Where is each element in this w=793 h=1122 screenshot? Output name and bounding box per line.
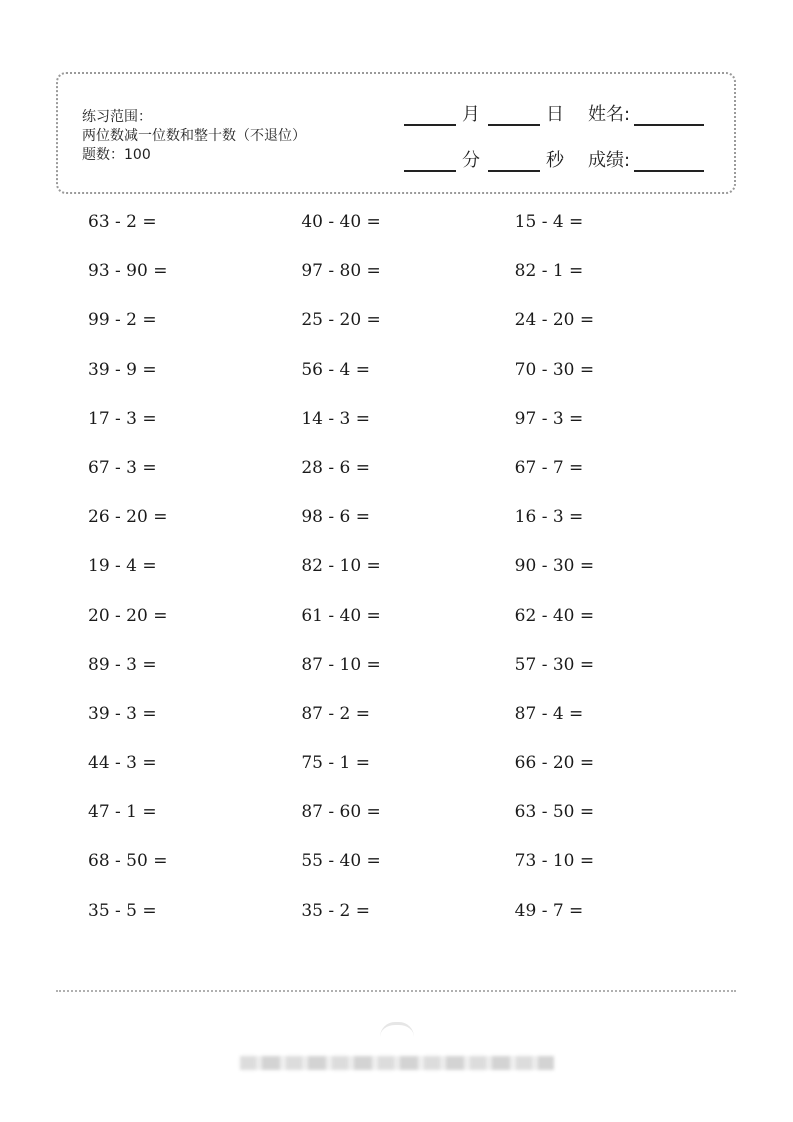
problem-row	[88, 604, 728, 653]
problem-row	[88, 751, 728, 800]
math-problem: 73 - 10 =	[514, 851, 595, 872]
problem-row	[88, 849, 728, 898]
month-blank[interactable]	[404, 104, 456, 126]
math-problem: 35 - 5 =	[88, 900, 157, 921]
math-problem: 87 - 4 =	[514, 703, 584, 724]
math-problem: 63 - 50 =	[514, 802, 595, 823]
math-problem: 97 - 3 =	[514, 408, 584, 429]
worksheet-header	[56, 72, 736, 194]
problem-grid	[88, 210, 728, 948]
problem-row	[88, 653, 728, 702]
math-problem: 82 - 1 =	[514, 261, 584, 282]
problem-row	[88, 259, 728, 308]
math-problem: 66 - 20 =	[514, 753, 595, 774]
math-problem: 57 - 30 =	[514, 654, 595, 675]
math-problem: 67 - 7 =	[514, 457, 584, 478]
math-problem: 49 - 7 =	[514, 900, 584, 921]
bottom-divider	[56, 990, 736, 992]
score-blank[interactable]	[634, 150, 704, 172]
practice-range-label: 练习范围：	[82, 109, 152, 125]
math-problem: 20 - 20 =	[88, 605, 168, 626]
math-problem: 87 - 60 =	[301, 802, 381, 823]
math-problem: 44 - 3 =	[88, 753, 157, 774]
blurred-footer-text	[240, 1056, 554, 1070]
math-problem: 55 - 40 =	[301, 851, 381, 872]
problem-row	[88, 554, 728, 603]
math-problem: 93 - 90 =	[88, 261, 168, 282]
practice-info	[82, 108, 306, 165]
math-problem: 82 - 10 =	[301, 556, 381, 577]
problem-row	[88, 899, 728, 948]
blurred-logo	[380, 1022, 414, 1037]
date-name-row	[404, 96, 724, 126]
second-blank[interactable]	[488, 150, 540, 172]
name-label: 姓名:	[588, 104, 631, 125]
math-problem: 39 - 9 =	[88, 359, 157, 380]
score-label: 成绩:	[588, 150, 631, 171]
second-label: 秒	[546, 150, 564, 171]
question-count: 题数：100	[82, 147, 151, 163]
problem-row	[88, 702, 728, 751]
math-problem: 75 - 1 =	[301, 753, 370, 774]
math-problem: 68 - 50 =	[88, 851, 168, 872]
math-problem: 99 - 2 =	[88, 310, 157, 331]
math-problem: 61 - 40 =	[301, 605, 381, 626]
practice-range-value: 两位数减一位数和整十数（不退位）	[82, 128, 306, 144]
math-problem: 25 - 20 =	[301, 310, 381, 331]
day-blank[interactable]	[488, 104, 540, 126]
problem-row	[88, 800, 728, 849]
math-problem: 67 - 3 =	[88, 457, 157, 478]
student-fields	[404, 96, 724, 188]
minute-blank[interactable]	[404, 150, 456, 172]
math-problem: 87 - 10 =	[301, 654, 381, 675]
problem-row	[88, 358, 728, 407]
month-label: 月	[462, 104, 480, 125]
math-problem: 35 - 2 =	[301, 900, 370, 921]
math-problem: 56 - 4 =	[301, 359, 370, 380]
math-problem: 98 - 6 =	[301, 507, 370, 528]
minute-label: 分	[462, 150, 480, 171]
math-problem: 70 - 30 =	[514, 359, 595, 380]
math-problem: 24 - 20 =	[514, 310, 595, 331]
math-problem: 89 - 3 =	[88, 654, 157, 675]
math-problem: 26 - 20 =	[88, 507, 168, 528]
math-problem: 87 - 2 =	[301, 703, 370, 724]
math-problem: 90 - 30 =	[514, 556, 595, 577]
math-problem: 15 - 4 =	[514, 212, 584, 232]
problem-row	[88, 210, 728, 259]
math-problem: 16 - 3 =	[514, 507, 584, 528]
math-problem: 17 - 3 =	[88, 408, 157, 429]
math-problem: 19 - 4 =	[88, 556, 157, 577]
problem-row	[88, 505, 728, 554]
name-blank[interactable]	[634, 104, 704, 126]
math-problem: 47 - 1 =	[88, 802, 157, 823]
math-problem: 62 - 40 =	[514, 605, 595, 626]
math-problem: 39 - 3 =	[88, 703, 157, 724]
time-score-row	[404, 142, 724, 172]
math-problem: 63 - 2 =	[88, 212, 157, 232]
math-problem: 28 - 6 =	[301, 457, 370, 478]
day-label: 日	[546, 104, 564, 125]
problem-row	[88, 407, 728, 456]
problem-row	[88, 456, 728, 505]
math-problem: 40 - 40 =	[301, 212, 381, 232]
math-problem: 14 - 3 =	[301, 408, 370, 429]
problem-row	[88, 308, 728, 357]
math-problem: 97 - 80 =	[301, 261, 381, 282]
